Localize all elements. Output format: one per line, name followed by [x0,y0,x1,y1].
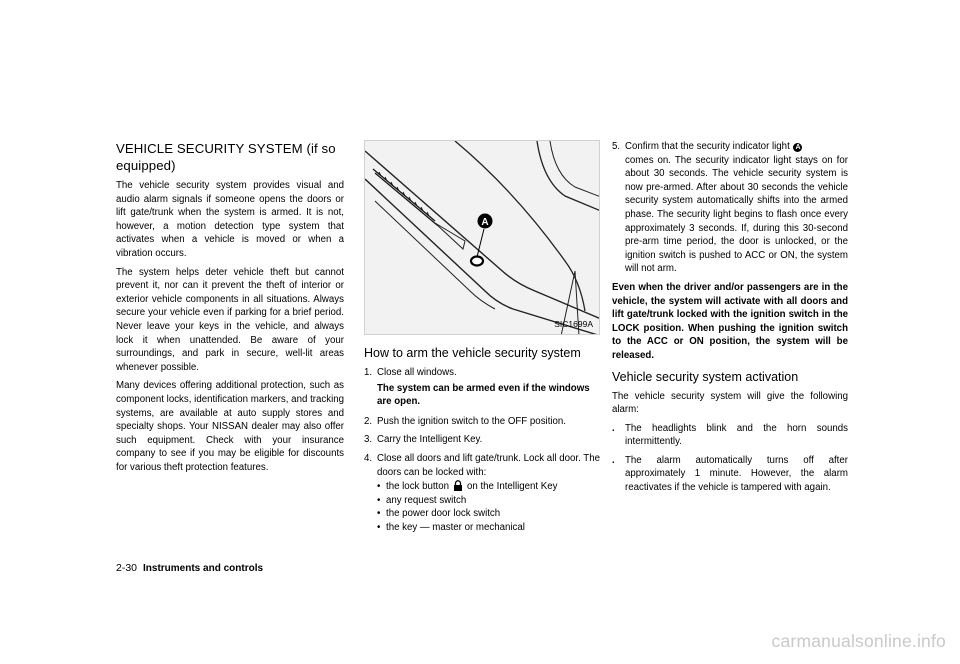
bullet: . [612,454,615,466]
list-item [364,415,600,429]
step-number: 2. [364,415,373,427]
section-heading: Vehicle security system activation [612,369,799,384]
bullet: . [612,422,615,434]
arming-column [364,140,600,535]
lock-method-text: the lock button on the Intelligent Key [386,481,558,493]
list-item [364,433,600,447]
alarm-text: The alarm automatically turns off after approximately 1 minute. However, the alarm reactivates if the vehicle is tampered with again. [625,454,848,494]
lock-icon [453,480,463,491]
step-number: 3. [364,434,373,446]
callout-a-icon: A [795,144,801,151]
paragraph: Many devices offering additional protection, such as component locks, identification markers, and tracking systems, are available at auto supply stores and specialty shops. Your NISSAN dealer may also offer such equipment. Check with your insurance company to see if you may be eligible for discounts for various theft protection features. [116,380,344,473]
step-text: Carry the Intelligent Key. [377,434,483,446]
bullet: • [377,481,381,493]
figure-code: SIC1699A [554,319,593,329]
alarm-text: The headlights blink and the horn sounds intermittently. [625,422,848,448]
lock-method-item [377,507,600,521]
step-text: Push the ignition switch to the OFF position. [377,415,567,427]
section-heading: How to arm the vehicle security system [364,346,581,360]
step-text: Confirm that the security indicator light A comes on. The security indicator light stays on for about 30 seconds. The vehicle security system is now pre-armed. After about 30 seconds the vehicle security system automatically shifts into the armed phase. The security light begins to flash once every approximately 3 seconds. If, during this 30-second pre-arm time period, the door is unlocked, or the ignition switch is pushed to ACC or ON, the system will not arm. [625,141,848,275]
watermark[interactable]: carmanualsonline.info [771,631,946,651]
arming-steps [364,366,600,479]
lock-method-item [377,494,600,508]
paragraph: The vehicle security system will give the following alarm: [612,390,848,416]
dashboard-illustration [365,141,600,335]
paragraph: The vehicle security system provides visual and audio alarm signals if someone opens the doors or lift gate/trunk when the system is armed. It is not, however, a motion detection type system that activates when a vehicle is moved or when a vibration occurs. [116,180,344,259]
bullet: • [377,508,381,520]
lock-method-item [377,480,600,494]
page-number: 2-30 [116,562,138,574]
step-note: The system can be armed even if the windows are open. [377,382,590,408]
step-number: 4. [364,452,373,464]
intro-column [116,140,344,479]
alarm-item [612,454,848,495]
step-number: 1. [364,367,373,378]
paragraph: The system helps deter vehicle theft but cannot prevent it, nor can it prevent the theft of interior or exterior vehicle components in all situations. Always secure your vehicle even if parking for a brief period. Never leave your keys in the vehicle, and always lock it when unattended. Be aware of your surroundings, and park in secure, well-lit areas whenever possible. [116,266,344,373]
section-heading: VEHICLE SECURITY SYSTEM (if so equipped) [116,141,336,173]
bullet: • [377,494,381,506]
indicator-light-figure [364,140,600,335]
lock-method-item [377,521,600,535]
alarm-item [612,422,848,449]
step-text: Close all doors and lift gate/trunk. Lock all door. The doors can be locked with: [377,452,600,478]
section-name: Instruments and controls [143,563,264,574]
list-item [364,452,600,479]
activation-column [612,140,848,500]
lock-method-text: the power door lock switch [386,508,501,520]
list-item [612,140,848,276]
callout-a-label: A [481,217,489,228]
page-footer [116,562,263,574]
bold-note: Even when the driver and/or passengers are in the vehicle, the system will activate with all doors and lift gate/trunk locked with the ignition switch in the LOCK position. When pushing the ignition switch to the ACC or ON position, the system will be released. [612,281,848,361]
bullet: • [377,521,381,533]
step-text: Close all windows. [377,367,457,378]
step-number: 5. [612,141,621,152]
lock-method-text: the key — master or mechanical [386,521,525,533]
list-item [364,366,600,380]
lock-method-text: any request switch [386,494,467,506]
